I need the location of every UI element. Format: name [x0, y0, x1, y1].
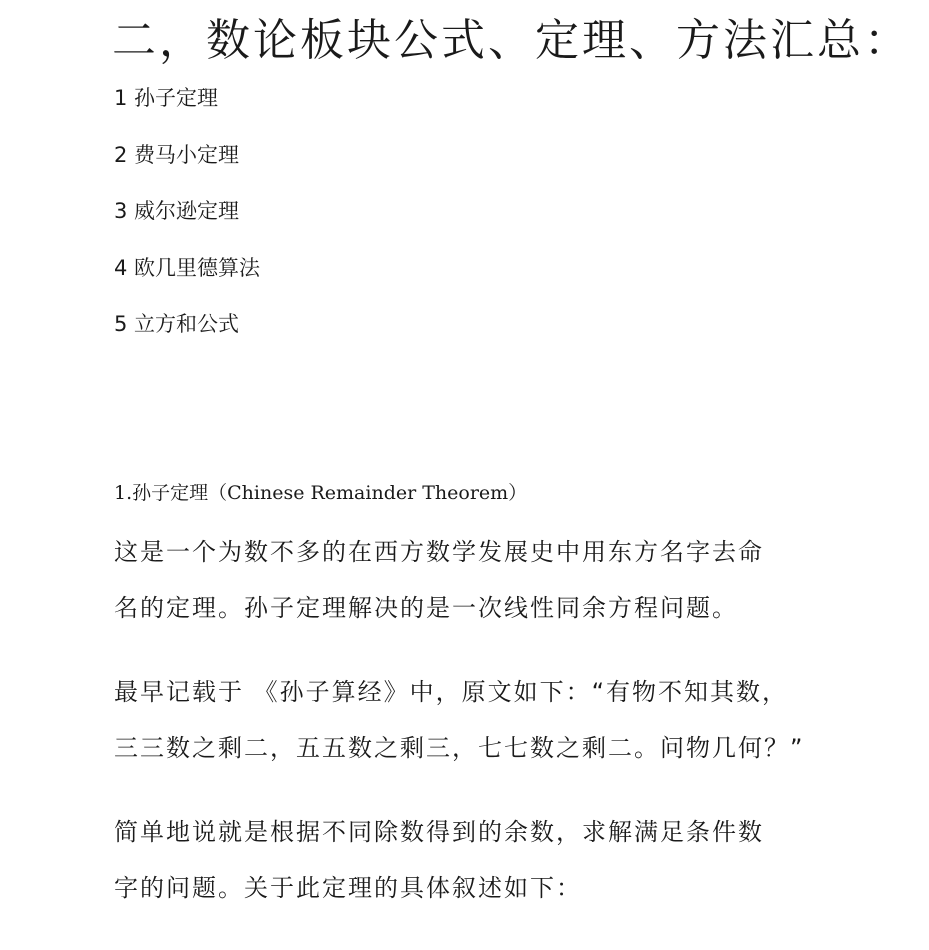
- paragraph-line: 名的定理。孙子定理解决的是一次线性同余方程问题。: [114, 594, 738, 622]
- toc-item: 3 威尔逊定理: [114, 199, 240, 223]
- paragraph-line: 简单地说就是根据不同除数得到的余数，求解满足条件数: [114, 818, 764, 846]
- paragraph-line: 最早记载于 《孙子算经》中，原文如下：“有物不知其数，: [114, 678, 789, 706]
- paragraph-line: 这是一个为数不多的在西方数学发展史中用东方名字去命: [114, 538, 764, 566]
- page-title: 二，数论板块公式、定理、方法汇总：: [112, 15, 911, 66]
- toc-item: 4 欧几里德算法: [114, 255, 261, 280]
- paragraph: [114, 804, 874, 916]
- table-of-contents: [114, 80, 260, 363]
- paragraph: [114, 664, 874, 776]
- toc-item: 5 立方和公式: [114, 312, 240, 336]
- paragraph: [114, 524, 874, 636]
- paragraph-line: 字的问题。关于此定理的具体叙述如下：: [114, 874, 582, 902]
- section-heading: 1.孙子定理（Chinese Remainder Theorem）: [114, 482, 528, 504]
- toc-item: 1 孙子定理: [114, 86, 219, 110]
- paragraph-line: 三三数之剩二，五五数之剩三，七七数之剩二。问物几何？”: [114, 734, 805, 762]
- toc-item: 2 费马小定理: [114, 142, 240, 167]
